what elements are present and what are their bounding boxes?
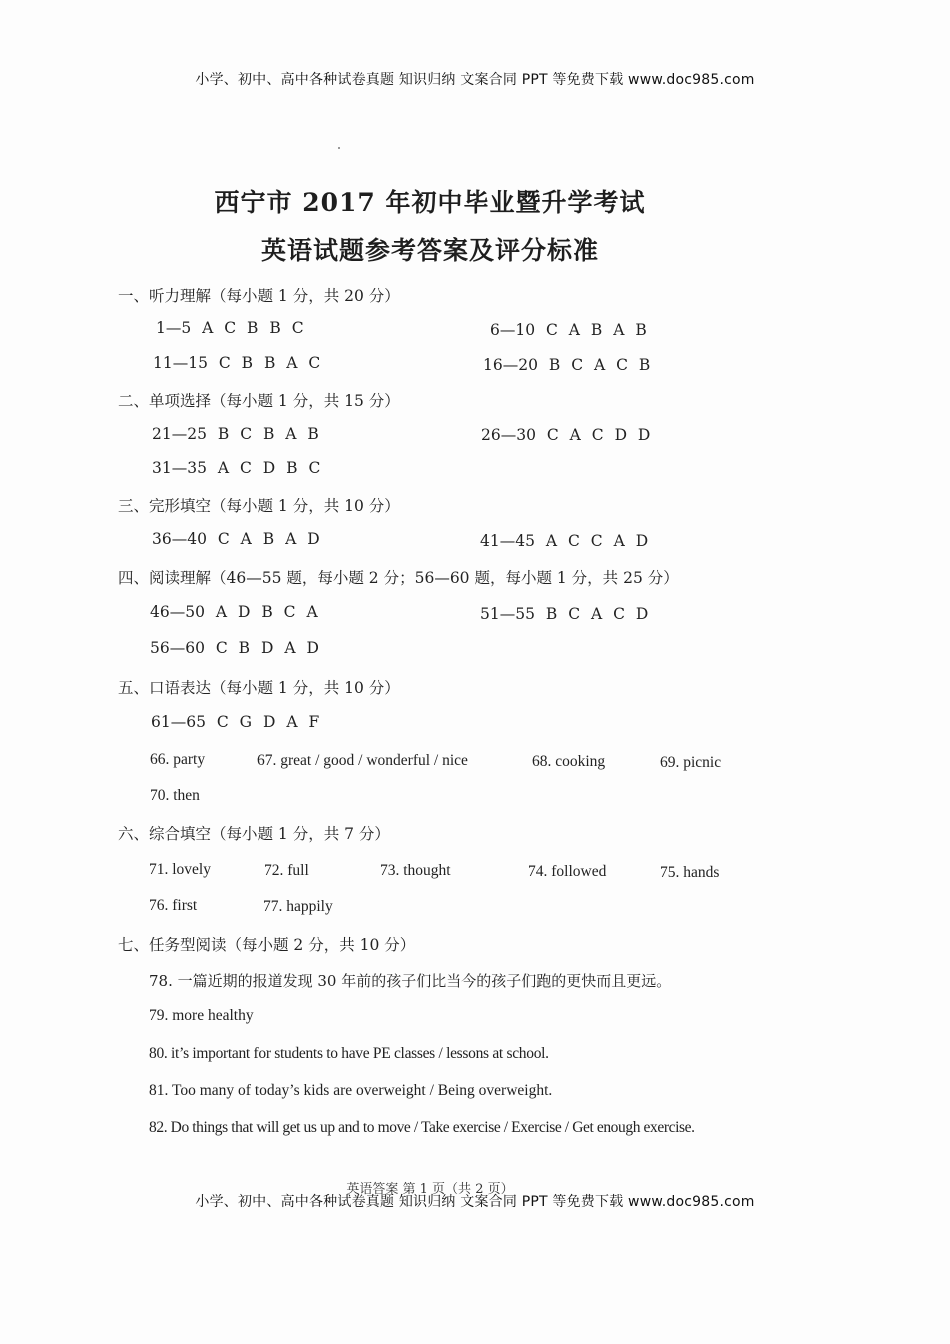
answer-item: 68. cooking xyxy=(532,753,606,770)
answer-item: 71. lovely xyxy=(149,861,211,878)
answer-item: 75. hands xyxy=(660,864,720,881)
watermark-top: 小学、初中、高中各种试卷真题 知识归纳 文案合同 PPT 等免费下载 www.doc985.com xyxy=(195,72,755,88)
answer-item: 73. thought xyxy=(380,862,451,879)
answer-row: 11—15 C B B A C xyxy=(153,354,321,372)
scan-speck xyxy=(338,147,340,149)
answer-item: 79. more healthy xyxy=(149,1007,254,1024)
answer-item: 80. it’s important for students to have PE classes / lessons at school. xyxy=(149,1045,549,1062)
answer-item: 70. then xyxy=(150,787,200,804)
section-heading-cloze: 三、完形填空（每小题 1 分，共 10 分） xyxy=(118,497,400,515)
document-subtitle: 英语试题参考答案及评分标准 xyxy=(260,236,599,265)
answer-row: 56—60 C B D A D xyxy=(150,639,319,657)
section-heading-task-reading: 七、任务型阅读（每小题 2 分，共 10 分） xyxy=(118,936,416,954)
answer-item: 78. 一篇近期的报道发现 30 年前的孩子们比当今的孩子们跑的更快而且更远。 xyxy=(149,972,672,990)
answer-item: 82. Do things that will get us up and to move / Take exercise / Exercise / Get enough exercise. xyxy=(149,1119,695,1136)
section-heading-oral: 五、口语表达（每小题 1 分，共 10 分） xyxy=(118,679,400,697)
answer-row: 6—10 C A B A B xyxy=(490,321,647,339)
answer-item: 81. Too many of today’s kids are overweight / Being overweight. xyxy=(149,1082,553,1099)
section-heading-reading: 四、阅读理解（46—55 题，每小题 2 分；56—60 题，每小题 1 分，共 25 分） xyxy=(118,569,679,587)
section-heading-single-choice: 二、单项选择（每小题 1 分，共 15 分） xyxy=(118,392,400,410)
answer-item: 74. followed xyxy=(528,863,607,880)
answer-row: 16—20 B C A C B xyxy=(483,356,651,374)
answer-row: 31—35 A C D B C xyxy=(152,459,321,477)
section-heading-fill-in: 六、综合填空（每小题 1 分，共 7 分） xyxy=(118,825,390,843)
document-title: 西宁市 2017 年初中毕业暨升学考试 xyxy=(214,188,646,217)
answer-row: 41—45 A C C A D xyxy=(480,532,649,550)
answer-item: 67. great / good / wonderful / nice xyxy=(257,752,468,769)
answer-item: 72. full xyxy=(264,862,309,879)
answer-row: 61—65 C G D A F xyxy=(151,713,320,731)
answer-item: 76. first xyxy=(149,897,198,914)
answer-row: 21—25 B C B A B xyxy=(152,425,319,443)
page-footer: 英语答案 第 1 页（共 2 页） xyxy=(346,1182,514,1197)
answer-row: 46—50 A D B C A xyxy=(150,603,318,621)
section-heading-listening: 一、听力理解（每小题 1 分，共 20 分） xyxy=(118,287,400,305)
answer-item: 77. happily xyxy=(263,898,333,915)
watermark-bottom: 小学、初中、高中各种试卷真题 知识归纳 文案合同 PPT 等免费下载 www.doc985.com xyxy=(195,1194,755,1210)
answer-item: 69. picnic xyxy=(660,754,722,771)
answer-row: 26—30 C A C D D xyxy=(481,426,651,444)
answer-item: 66. party xyxy=(150,751,206,768)
answer-row: 36—40 C A B A D xyxy=(152,530,320,548)
answer-row: 1—5 A C B B C xyxy=(156,319,304,337)
answer-row: 51—55 B C A C D xyxy=(480,605,649,623)
